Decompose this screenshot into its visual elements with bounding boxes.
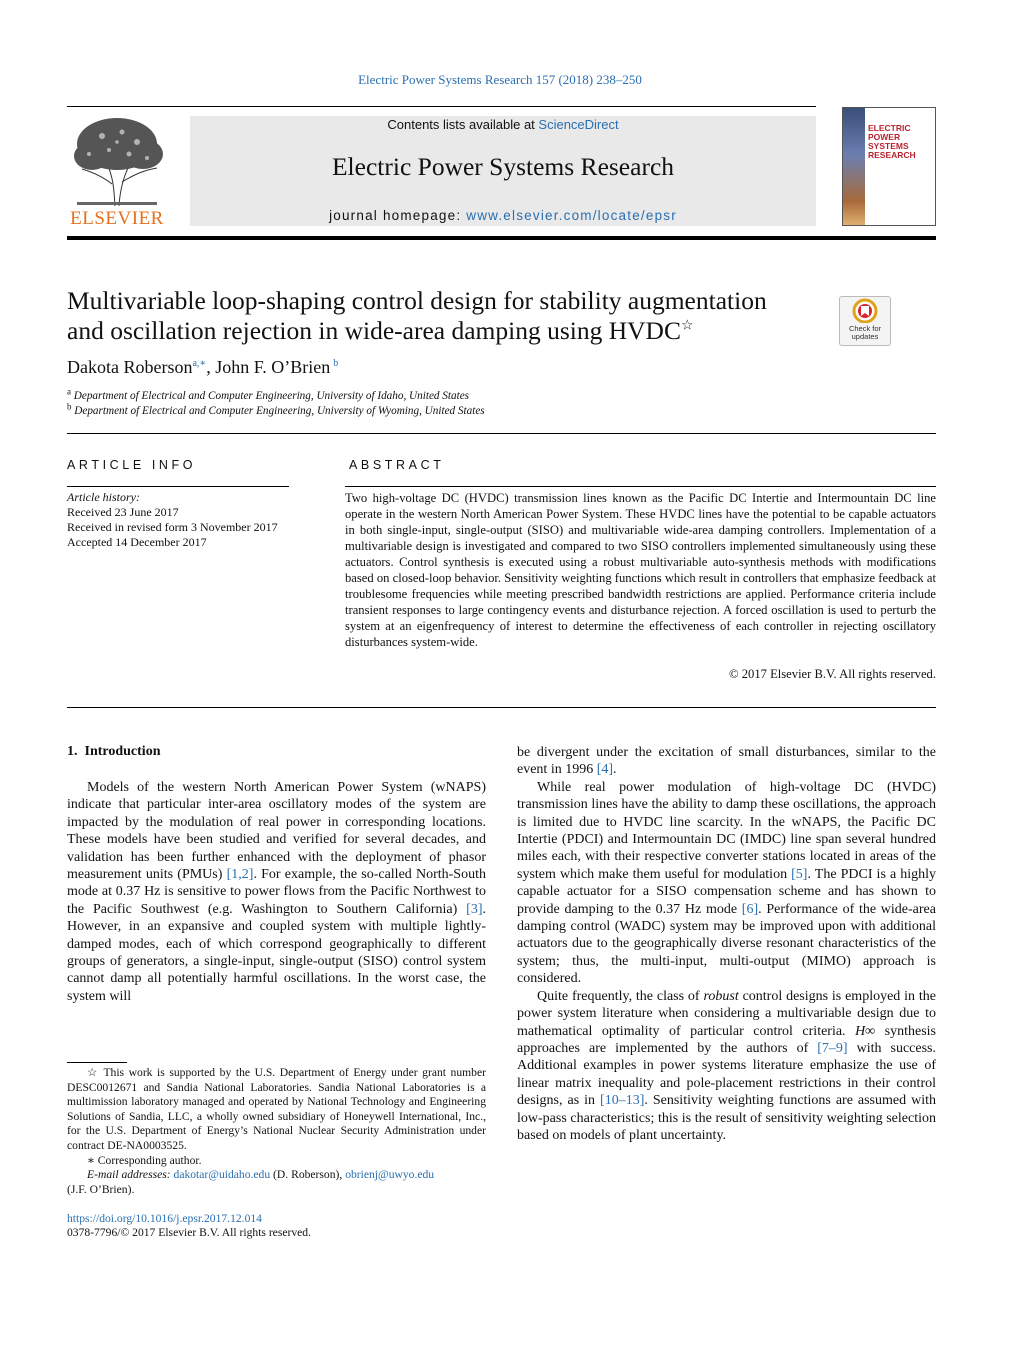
journal-cover[interactable] [842, 107, 936, 226]
abstract-bottom-rule [67, 707, 936, 708]
contents-prefix: Contents lists available at [387, 117, 539, 132]
affiliations [67, 386, 485, 418]
elsevier-tree-icon [67, 114, 167, 210]
cover-title: ELECTRIC POWER SYSTEMS RESEARCH [868, 123, 916, 160]
corresponding-footnote: ∗ Corresponding author. [87, 1153, 202, 1167]
article-info-heading: ARTICLE INFO [67, 458, 197, 472]
article-info-rule [67, 486, 289, 487]
journal-name: Electric Power Systems Research [331, 152, 675, 181]
article-title [67, 286, 827, 346]
title-footnote-mark[interactable]: ☆ [680, 318, 694, 334]
email-footnote: E-mail addresses: dakotar@uidaho.edu (D. Roberson), obrienj@uwyo.edu [87, 1168, 435, 1182]
sciencedirect-link[interactable]: ScienceDirect [538, 117, 619, 132]
email-footnote-tail: (J.F. O’Brien). [67, 1182, 135, 1196]
affiliation-rule [67, 433, 936, 434]
title-line-1: Multivariable loop-shaping control design for stability augmentation [67, 286, 767, 315]
reference-link[interactable]: [7–9] [817, 1040, 848, 1056]
header-top-rule [67, 106, 816, 107]
history-received: Received 23 June 2017 [67, 505, 179, 519]
reference-link[interactable]: [1,2] [226, 867, 254, 883]
footnote-mark: ☆ [87, 1066, 100, 1079]
history-revised: Received in revised form 3 November 2017 [67, 520, 278, 534]
affiliation-text: Department of Electrical and Computer Engineering, University of Wyoming, United States [74, 404, 485, 417]
title-line-2: and oscillation rejection in wide-area damping using HVDC [67, 316, 681, 345]
footnote-rule [67, 1062, 127, 1063]
abstract-copyright: © 2017 Elsevier B.V. All rights reserved. [729, 667, 936, 681]
publisher-wordmark: ELSEVIER [70, 208, 164, 229]
reference-link[interactable]: [6] [741, 901, 759, 917]
contents-line [190, 117, 816, 132]
homepage-link[interactable]: www.elsevier.com/locate/epsr [466, 208, 677, 223]
article-history [67, 490, 278, 550]
check-updates-label: Check for updates [848, 324, 882, 341]
abstract-rule [345, 486, 936, 487]
h-infinity-symbol: H∞ [855, 1023, 876, 1039]
issn-copyright: 0378-7796/© 2017 Elsevier B.V. All rights reserved. [67, 1226, 311, 1239]
email-link[interactable]: dakotar@uidaho.edu [173, 1168, 271, 1182]
history-accepted: Accepted 14 December 2017 [67, 535, 207, 549]
elsevier-logo [67, 114, 167, 229]
footnote-mark: ∗ [87, 1153, 95, 1167]
funding-footnote: ☆ This work is supported by the U.S. Department of Energy under grant number DESC0012671 and Sandia National Laboratories. Sandia National Laboratories is a multimission laboratory managed and operated by National Technology and Engineering Solutions of Sandia, LLC, a wholly owned subsidiary of Honeywell International, Inc., for the U.S. Department of Energy’s National Nuclear Security Administration under contract DE-NA0003525. [67, 1066, 486, 1152]
affiliation-label: a [67, 386, 71, 397]
abstract-heading: ABSTRACT [349, 458, 445, 472]
intro-left-column [67, 779, 486, 1005]
journal-banner [190, 116, 816, 226]
intro-paragraph-3: Quite frequently, the class of robust control designs is employed in the power system literature when considering a multivariable design due to mathematical optimality of particular control criteria. H∞ synthesis approaches are implemented by the authors of [7–9] with success. Additional examples in power systems literature emphasize the use of linear matrix inequality and pole-placement restrictions in their control designs, as in [10–13]. Sensitivity weighting functions are assumed with low-pass characteristics; this is the result of sensitivity weighting selection based on models of plant uncertainty. [517, 988, 936, 1143]
intro-right-column [517, 744, 936, 1144]
header-thick-rule [67, 236, 936, 240]
footnotes [67, 1066, 486, 1197]
reference-link[interactable]: [10–13] [600, 1093, 645, 1109]
affiliation-text: Department of Electrical and Computer Engineering, University of Idaho, United States [73, 390, 470, 402]
author-affiliation-mark[interactable]: b [333, 358, 339, 369]
affiliation-label: b [67, 400, 72, 411]
intro-paragraph-2: While real power modulation of high-voltage DC (HVDC) transmission lines have the ability to damp these oscillations, the approach is limited due to HVDC line scarcity. In the wNAPS, the Pacific DC Intertie (PDCI) and Intermountain DC (IMDC) line span several hundred miles each, with their respective converter stations located in areas of the system which make them useful for modulation [5]. The PDCI is a highly capable actuator for a SISO compensation scheme and has shown to provide damping to the 0.37 Hz mode [6]. Performance of the wide-area damping control (WADC) system may be improved upon with additional actuators due to the geographically diverse resonant characteristics of the system; thus, the multi-input, multi-output (MIMO) approach is considered. [517, 779, 936, 987]
reference-link[interactable]: [5] [791, 866, 808, 882]
author-name: John F. O’Brien [215, 357, 331, 377]
cover-image-strip [843, 108, 865, 225]
journal-citation[interactable]: Electric Power Systems Research 157 (2018) 238–250 [358, 72, 642, 87]
history-label: Article history: [67, 490, 140, 504]
intro-paragraph-1: Models of the western North American Power System (wNAPS) indicate that particular inter-area oscillatory modes of the system are impacted by the modulation of real power in corresponding locations. These models have been studied and verified for several decades, and validation has been further enhanced with the deployment of phasor measurement units (PMUs) [1,2]. For example, the so-called North-South mode at 0.37 Hz is sensitive to power flows from the Pacific Northwest to the Pacific Southwest (e.g. Washington to Southern California) [3]. However, in an expansive and coupled system with multiple lightly-damped modes, each of which correspond geographically to different groups of generators, a single-input, single-output (SISO) control system cannot damp all potentially harmful oscillations. In the worst case, the system will [67, 780, 486, 1004]
author-affiliation-mark[interactable]: a,∗ [192, 358, 207, 369]
abstract-text: Two high-voltage DC (HVDC) transmission lines known as the Pacific DC Intertie and Intermountain DC line operate in the western North American Power System. These HVDC lines have the potential to be capable actuators in both single-input, single-output (SISO) and multivariable wide-area damping controllers. Implementation of a multivariable design is investigated and compared to two SISO controllers implemented simultaneously using these actuators. Control synthesis is executed using a robust multivariable auto-synthesis methods with modifications based on closed-loop behavior. Sensitivity weighting functions which result in controllers that emphasize feedback at troublesome frequencies while meeting prescribed bandwidth restrictions are applied. Performance criteria include transient responses to large contingency events and disturbance rejection. A forced oscillation is used to perturb the system at an eigenfrequency of interest to determine the effectiveness of each controller in rejecting oscillatory disturbances system-wide. [345, 491, 936, 649]
homepage-prefix: journal homepage: [329, 208, 467, 223]
author-name: Dakota Roberson [67, 357, 193, 377]
doi-link[interactable]: https://doi.org/10.1016/j.epsr.2017.12.014 [67, 1212, 262, 1225]
homepage-line [190, 208, 816, 223]
section-heading-introduction: 1. Introduction [67, 744, 161, 759]
email-link[interactable]: obrienj@uwyo.edu [345, 1168, 435, 1182]
intro-paragraph-continued: be divergent under the excitation of small disturbances, similar to the event in 1996 [4]. [517, 745, 936, 778]
author-list: Dakota Roberson$^{a,∗}$, John F. O’Brien $^b$ [67, 357, 339, 377]
check-updates-badge[interactable] [839, 296, 891, 346]
reference-link[interactable]: [4] [596, 762, 614, 778]
reference-link[interactable]: [3] [466, 901, 483, 917]
check-updates-icon [840, 297, 890, 323]
